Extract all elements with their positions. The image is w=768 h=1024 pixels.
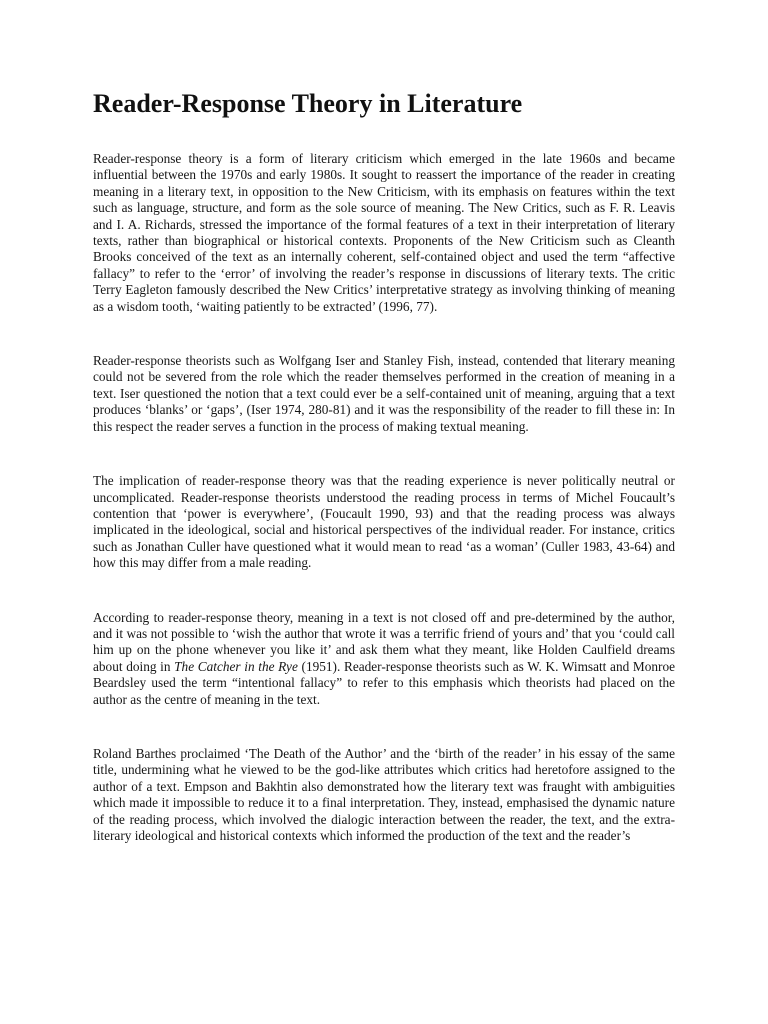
- paragraph-1: Reader-response theory is a form of literary criticism which emerged in the late 1960s and became influential between the 1970s and early 1980s. It sought to reassert the importance of the reader in creating meaning in a literary text, in opposition to the New Criticism, with its emphasis on features within the text such as language, structure, and form as the sole source of meaning. The New Critics, such as F. R. Leavis and I. A. Richards, stressed the importance of the formal features of a text in their interpretation of literary texts, rather than biographical or historical contexts. Proponents of the New Criticism such as Cleanth Brooks conceived of the text as an internally coherent, self-contained object and used the term “affective fallacy” to refer to the ‘error’ of involving the reader’s response in discussions of literary texts. The critic Terry Eagleton famously described the New Critics’ interpretative strategy as involving thinking of meaning as a wisdom tooth, ‘waiting patiently to be extracted’ (1996, 77).: [93, 151, 675, 314]
- paragraph-3: The implication of reader-response theory was that the reading experience is never politically neutral or uncomplicated. Reader-response theorists understood the reading process in terms of Michel Foucault’s contention that ‘power is everywhere’, (Foucault 1990, 93) and that the reading process was always implicated in the ideological, social and historical perspectives of the individual reader. For instance, critics such as Jonathan Culler have questioned what it would mean to read ‘as a woman’ (Culler 1983, 43-64) and how this may differ from a male reading.: [93, 473, 675, 571]
- paragraph-4-text-before: According to reader-response theory, meaning in a text is not closed off and pre-determined by the author, and it was not possible to ‘wish the author that wrote it was a terrific friend of yours and’ that you ‘could call him up on the phone whenever you like it’ and ask them what they meant, like Holden Caulfield dreams about doing in: [93, 609, 675, 674]
- paragraph-4: [93, 610, 675, 708]
- paragraph-4-text-after: (1951). Reader-response theorists such as W. K. Wimsatt and Monroe Beardsley used the term “intentional fallacy” to refer to this emphasis which theorists had placed on the author as the centre of meaning in the text.: [93, 658, 675, 707]
- paragraph-5: Roland Barthes proclaimed ‘The Death of the Author’ and the ‘birth of the reader’ in his essay of the same title, undermining what he viewed to be the god-like attributes which critics had heretofore assigned to the author of a text. Empson and Bakhtin also demonstrated how the literary text was fraught with ambiguities which made it impossible to reduce it to a final interpretation. They, instead, emphasised the dynamic nature of the reading process, which involved the dialogic interaction between the reader, the text, and the extra-literary ideological and historical contexts which informed the production of the text and the reader’s: [93, 745, 675, 843]
- book-title-italic: The Catcher in the Rye: [174, 658, 298, 674]
- document-page: [93, 88, 675, 844]
- paragraph-2: Reader-response theorists such as Wolfgang Iser and Stanley Fish, instead, contended that literary meaning could not be severed from the role which the reader themselves performed in the creation of meaning in a text. Iser questioned the notion that a text could ever be a self-contained unit of meaning, arguing that a text produces ‘blanks’ or ‘gaps’, (Iser 1974, 280-81) and it was the responsibility of the reader to fill these in: In this respect the reader serves a function in the process of making textual meaning.: [93, 353, 675, 434]
- document-title: Reader-Response Theory in Literature: [93, 89, 523, 118]
